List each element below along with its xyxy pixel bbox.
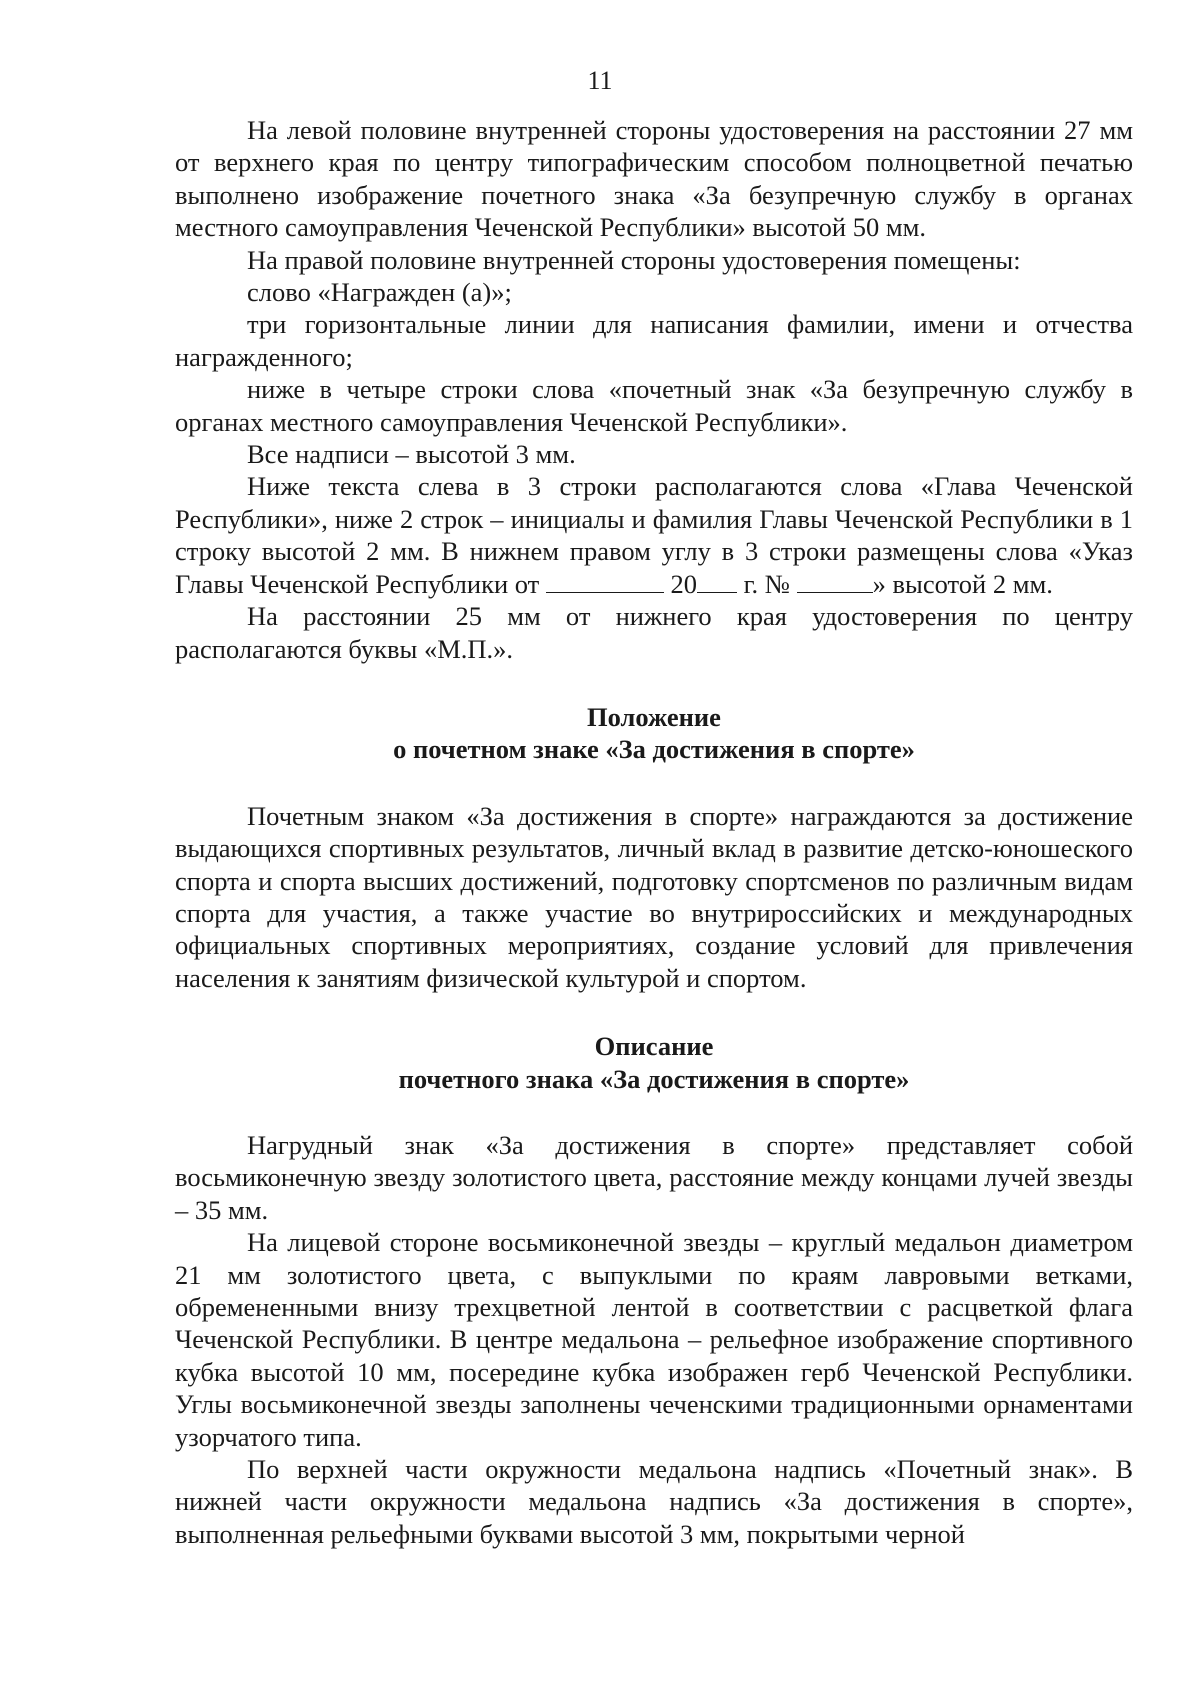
page-number: 11 — [587, 66, 613, 95]
section-gap — [175, 1095, 1133, 1129]
heading-regulation-subtitle: о почетном знаке «За достижения в спорте» — [393, 734, 915, 765]
paragraph-award-criteria: Почетным знаком «За достижения в спорте» награждаются за достижение выдающихся спортивных результатов, личный вклад в развитие детско-юношеского спорта и спорта высших достижений, подготовку спортсменов по различным видам спорта для участия, а также участие во внутрироссийских и международных официальных спортивных мероприятиях, создание условий для привлечения населения к занятиям физической культурой и спортом. — [175, 800, 1133, 993]
paragraph-badge-shape: Нагрудный знак «За достижения в спорте» представляет собой восьмиконечную звезду золотистого цвета, расстояние между концами лучей звезды – 35 мм. — [175, 1129, 1133, 1225]
year-suffix-number-text: г. № — [743, 568, 791, 599]
section-gap — [175, 766, 1133, 800]
paragraph-stamp-location: На расстоянии 25 мм от нижнего края удостоверения по центру располагаются буквы «М.П.». — [175, 601, 1133, 664]
paragraph-badge-front-side: На лицевой стороне восьмиконечной звезды – круглый медальон диаметром 21 мм золотистого цвета, с выпуклыми по краям лавровыми ветками, обремененными внизу трехцветной лентой в соответствии с расцветкой флага Чеченской Республики. В центре медальона – рельефное изображение спортивного кубка высотой 10 мм, посередине кубка изображен герб Чеченской Республики. Углы восьмиконечной звезды заполнены чеченскими традиционными орнаментами узорчатого типа. — [175, 1227, 1133, 1452]
paragraph-inscription-height: Все надписи – высотой 3 мм. — [247, 439, 576, 470]
year-prefix-text: 20 — [670, 568, 697, 599]
section-gap — [175, 994, 1133, 1030]
signature-block-text: Ниже текста слева в 3 строки располагаются слова «Глава Чеченской Республики», ниже 2 строк – инициалы и фамилия Главы Чеченской Республики в 1 строку высотой 2 мм. В нижнем правом углу в 3 строки размещены слова «Указ Главы Чеченской Республики от — [175, 471, 1133, 599]
date-blank-line — [546, 570, 664, 593]
year-blank-line — [697, 570, 737, 593]
paragraph-medallion-inscriptions: По верхней части окружности медальона надпись «Почетный знак». В нижней части окружности медальона надпись «За достижения в спорте», выполненная рельефными буквами высотой 3 мм, покрытыми черной — [175, 1454, 1133, 1549]
number-blank-line — [797, 570, 873, 593]
list-item-awarded-word: слово «Награжден (а)»; — [247, 277, 512, 308]
section-gap — [175, 665, 1133, 701]
document-body — [175, 114, 1133, 1550]
signature-block-end-text: » высотой 2 мм. — [872, 568, 1053, 599]
paragraph-certificate-right-side: На правой половине внутренней стороны удостоверения помещены: — [247, 244, 1021, 275]
list-item-four-lines: ниже в четыре строки слова «почетный знак «За безупречную службу в органах местного самоуправления Чеченской Республики». — [175, 374, 1133, 437]
paragraph-certificate-left-side: На левой половине внутренней стороны удостоверения на расстоянии 27 мм от верхнего края по центру типографическим способом полноцветной печатью выполнено изображение почетного знака «За безупречную службу в органах местного самоуправления Чеченской Республики» высотой 50 мм. — [175, 115, 1133, 243]
paragraph-signature-block — [175, 470, 1133, 600]
heading-description-subtitle: почетного знака «За достижения в спорте» — [398, 1063, 910, 1094]
heading-regulation-title: Положение — [587, 701, 721, 732]
list-item-three-lines: три горизонтальные линии для написания фамилии, имени и отчества награжденного; — [175, 309, 1133, 372]
heading-description-title: Описание — [594, 1031, 714, 1062]
